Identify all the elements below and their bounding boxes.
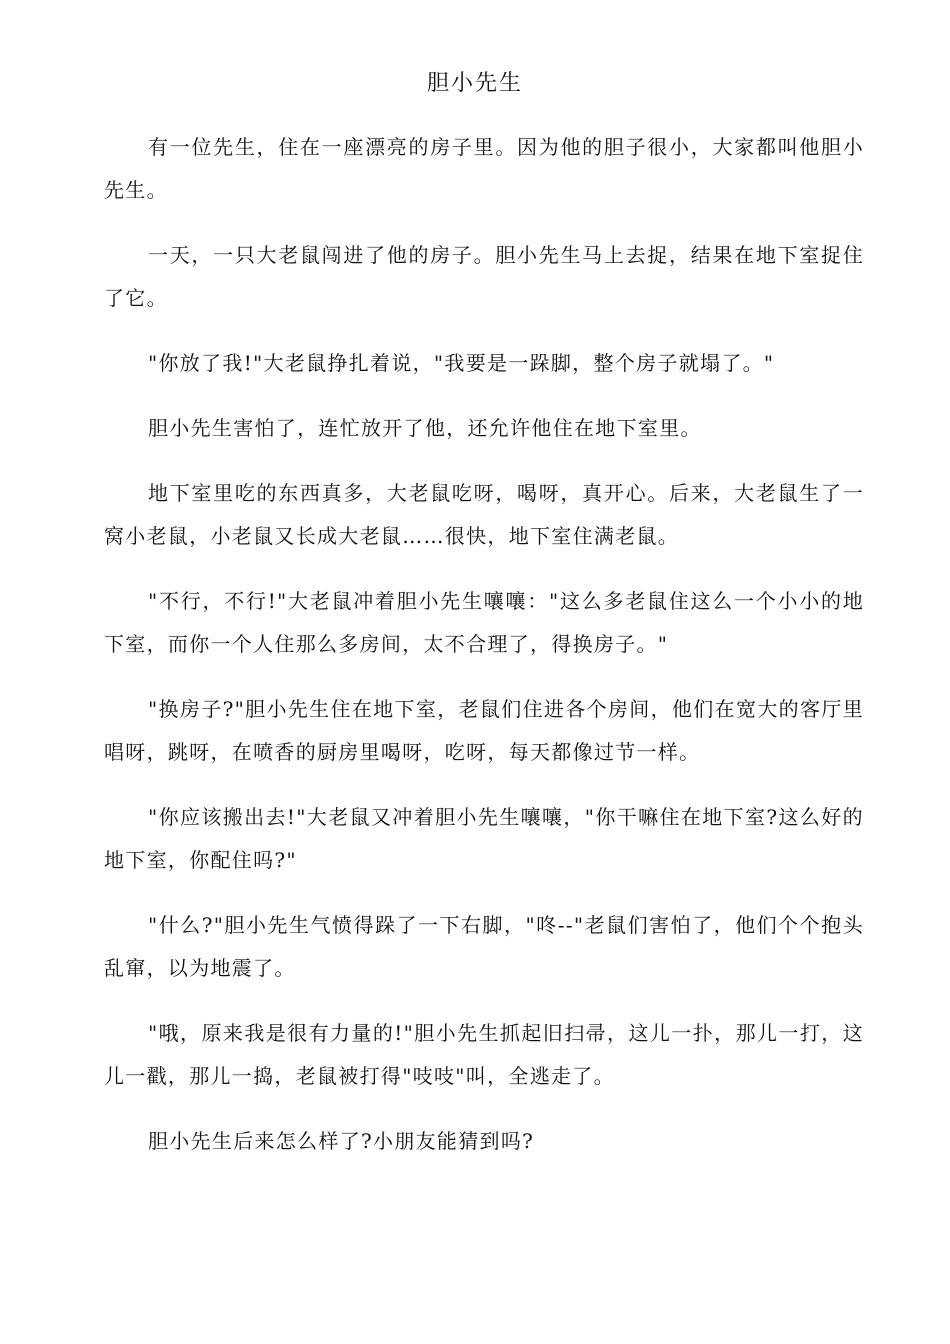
paragraph-6: "不行，不行!"大老鼠冲着胆小先生嚷嚷："这么多老鼠住这么一个小小的地下室，而你一个人住那么多房间，太不合理了，得换房子。" <box>104 589 864 656</box>
paragraph-1: 有一位先生，住在一座漂亮的房子里。因为他的胆子很小，大家都叫他胆小先生。 <box>104 135 864 202</box>
paragraph-10: "哦，原来我是很有力量的!"胆小先生抓起旧扫帚，这儿一扑，那儿一打，这儿一戳，那儿一捣，老鼠被打得"吱吱"叫，全逃走了。 <box>104 1021 864 1088</box>
paragraph-7: "换房子?"胆小先生住在地下室，老鼠们住进各个房间，他们在宽大的客厅里唱呀，跳呀，在喷香的厨房里喝呀，吃呀，每天都像过节一样。 <box>104 697 864 764</box>
paragraph-3: "你放了我!"大老鼠挣扎着说，"我要是一跺脚，整个房子就塌了。" <box>148 351 775 375</box>
story-title: 胆小先生 <box>426 71 523 96</box>
paragraph-2: 一天，一只大老鼠闯进了他的房子。胆小先生马上去捉，结果在地下室捉住了它。 <box>104 243 864 310</box>
paragraph-8: "你应该搬出去!"大老鼠又冲着胆小先生嚷嚷，"你干嘛住在地下室?这么好的地下室，你配住吗?" <box>104 805 864 872</box>
paragraph-9: "什么?"胆小先生气愤得跺了一下右脚，"咚--"老鼠们害怕了，他们个个抱头乱窜，以为地震了。 <box>104 913 864 980</box>
paragraph-5: 地下室里吃的东西真多，大老鼠吃呀，喝呀，真开心。后来，大老鼠生了一窝小老鼠，小老鼠又长成大老鼠……很快，地下室住满老鼠。 <box>104 481 864 548</box>
paragraph-11: 胆小先生后来怎么样了?小朋友能猜到吗? <box>148 1129 535 1153</box>
paragraph-4: 胆小先生害怕了，连忙放开了他，还允许他住在地下室里。 <box>148 416 702 440</box>
story-body <box>104 126 864 1185</box>
